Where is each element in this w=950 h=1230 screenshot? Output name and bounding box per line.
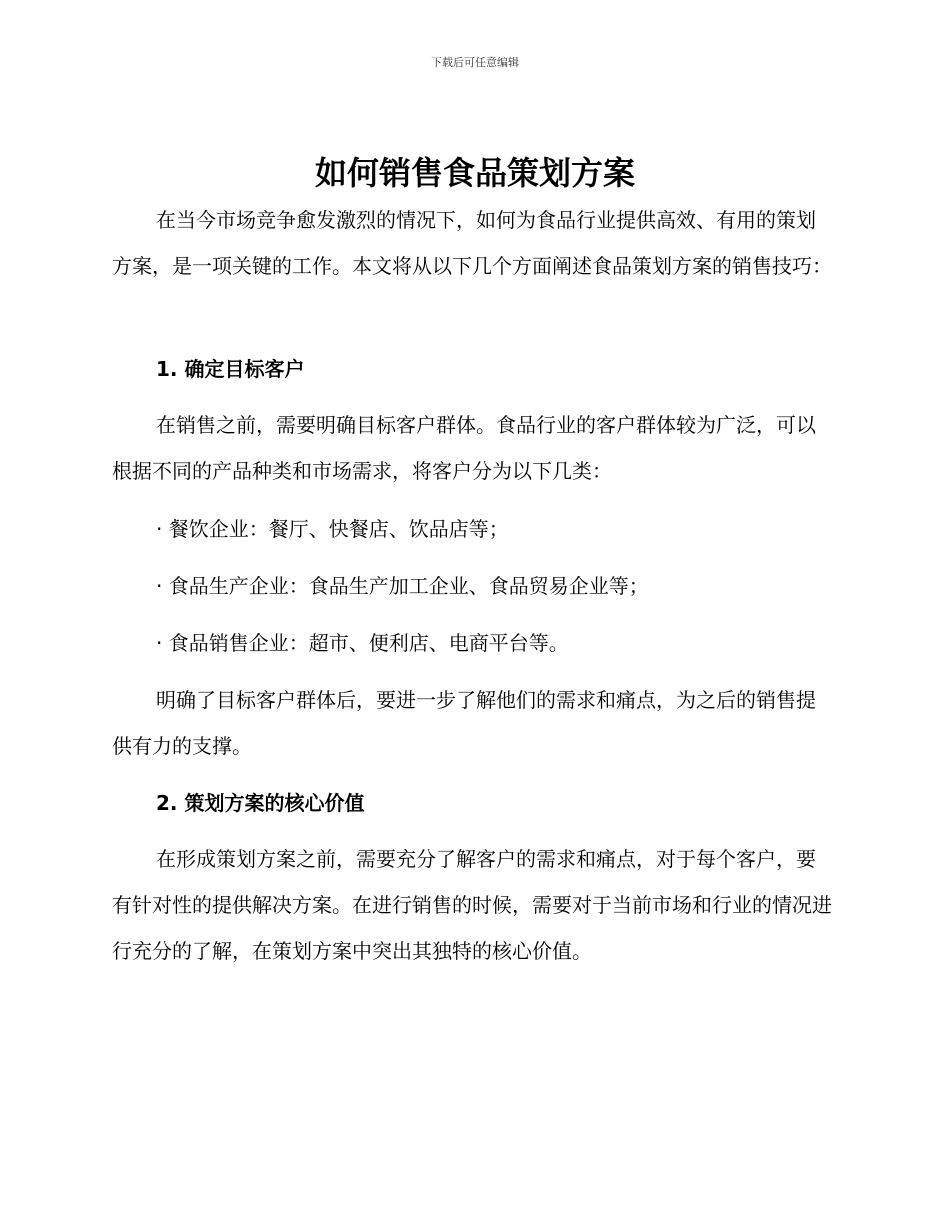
- bullet-item: · 餐饮企业：餐厅、快餐店、饮品店等；: [156, 517, 509, 541]
- intro-paragraph: 在当今市场竞争愈发激烈的情况下，如何为食品行业提供高效、有用的策划方案，是一项关键的工作。本文将从以下几个方面阐述食品策划方案的销售技巧：: [112, 208, 832, 278]
- section-heading-target-customers: 1. 确定目标客户: [156, 357, 305, 381]
- header-note: 下载后可任意编辑: [431, 56, 519, 69]
- document-title: 如何销售食品策划方案: [314, 154, 635, 192]
- section2-paragraph-block: [112, 836, 832, 974]
- section1-paragraph-block: [112, 402, 832, 494]
- intro-block: [112, 197, 832, 289]
- section2-paragraph: 在形成策划方案之前，需要充分了解客户的需求和痛点，对于每个客户，要有针对性的提供解决方案。在进行销售的时候，需要对于当前市场和行业的情况进行充分的了解，在策划方案中突出其独特的核心价值。: [112, 847, 832, 963]
- bullet-item: · 食品生产企业：食品生产加工企业、食品贸易企业等；: [156, 574, 649, 598]
- bullet-item: · 食品销售企业：超市、便利店、电商平台等。: [156, 631, 569, 655]
- section1-followup-block: [112, 677, 832, 769]
- section1-followup-paragraph: 明确了目标客户群体后，要进一步了解他们的需求和痛点，为之后的销售提供有力的支撑。: [112, 688, 816, 758]
- section-heading-core-value: 2. 策划方案的核心价值: [156, 791, 365, 815]
- section1-paragraph: 在销售之前，需要明确目标客户群体。食品行业的客户群体较为广泛，可以根据不同的产品种类和市场需求，将客户分为以下几类：: [112, 413, 816, 483]
